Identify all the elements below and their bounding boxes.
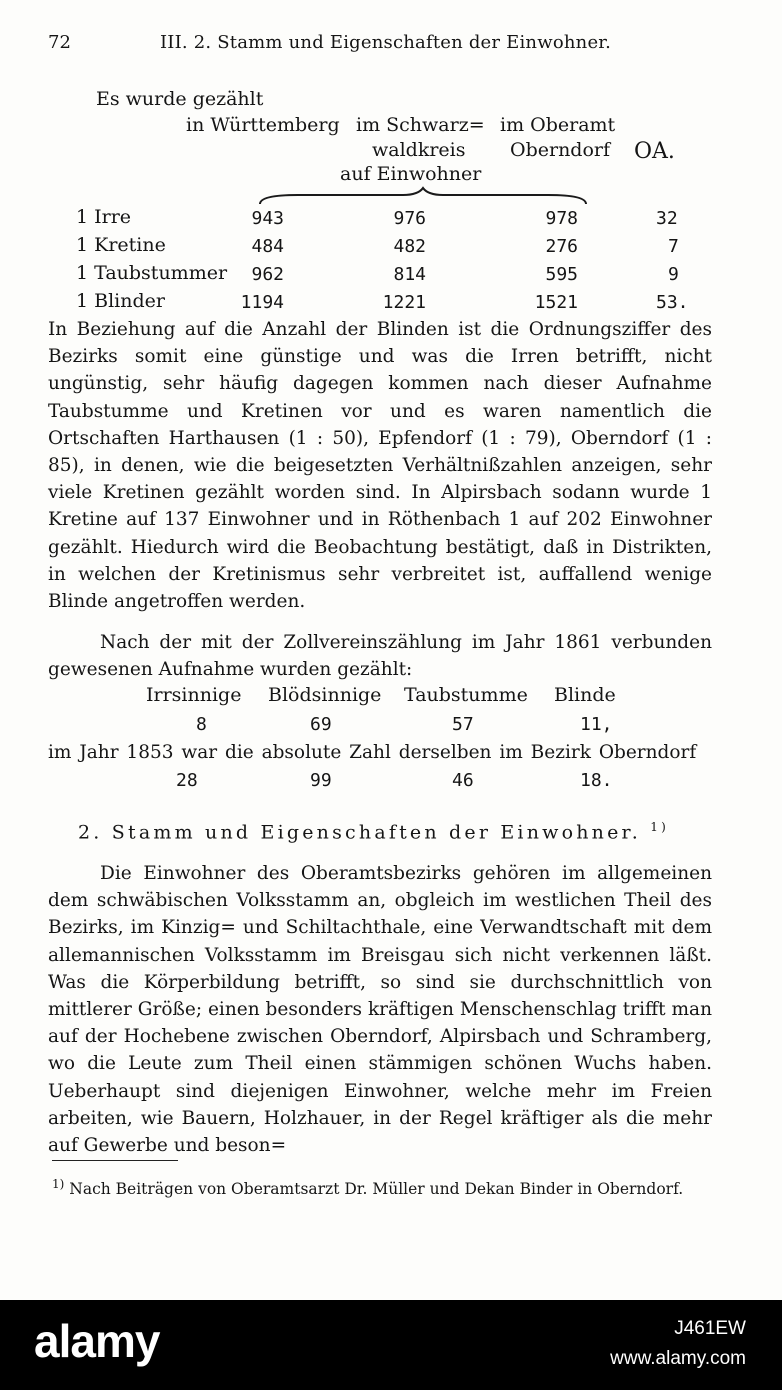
cell: 7 xyxy=(668,236,679,257)
col-header-oberamt-2: Oberndorf xyxy=(510,139,611,161)
cell: 943 xyxy=(251,208,284,229)
value-1853: 99 xyxy=(310,770,332,791)
cell: 484 xyxy=(251,236,284,257)
row-label: 1 Irre xyxy=(76,206,132,228)
cell: 962 xyxy=(251,264,284,285)
col-header-wuerttemberg: in Württemberg xyxy=(186,114,340,136)
col-header-oa: OA. xyxy=(634,139,675,164)
paragraph-text: Nach der mit der Zollvereinszählung im Jahr 1861 verbunden gewesenen Aufnahme wurden gezählt: xyxy=(48,632,712,681)
section-heading-text: 2. Stamm und Eigenschaften der Einwohner. xyxy=(78,821,641,844)
col-header-oberamt-1: im Oberamt xyxy=(500,114,616,136)
footnote-mark: 1) xyxy=(52,1177,65,1191)
col-header-schwarzwaldkreis-1: im Schwarz= xyxy=(356,114,485,136)
running-title: III. 2. Stamm und Eigenschaften der Einwohner. xyxy=(160,32,612,53)
value-1861: 69 xyxy=(310,714,332,735)
brace-label: auf Einwohner xyxy=(340,163,482,185)
section-heading xyxy=(78,820,669,843)
cell: 1221 xyxy=(382,292,426,313)
value-1853: 28 xyxy=(176,770,198,791)
table-intro: Es wurde gezählt xyxy=(96,88,264,110)
watermark-url: www.alamy.com xyxy=(610,1348,746,1369)
footnote-rule xyxy=(52,1160,178,1161)
paragraph-text: In Beziehung auf die Anzahl der Blinden ist die Ordnungsziffer des Bezirks somit eine günstige und was die Irren betrifft, nicht ungünstig, sehr häufig dagegen kommen nach dieser Aufnahme Taubstumme und Kretinen vor und es waren namentlich die Ortschaften Harthausen (1 : 50), Epfendorf (1 : 79), Oberndorf (1 : 85), in denen, wie die beigesetzten Verhältnißzahlen anzeigen, sehr viele Kretinen gezählt worden sind. In Alpirsbach sodann wurde 1 Kretine auf 137 Einwohner und in Röthenbach 1 auf 202 Einwohner gezählt. Hiedurch wird die Beobachtung bestätigt, daß in Distrikten, in welchen der Kretinismus sehr verbreitet ist, auffallend wenige Blinde angetroffen werden. xyxy=(48,319,712,613)
cell: 976 xyxy=(393,208,426,229)
cell: 9 xyxy=(668,264,679,285)
footnote xyxy=(52,1172,716,1201)
value-1853: 18. xyxy=(580,770,613,791)
cell: 53. xyxy=(656,292,689,313)
value-1853: 46 xyxy=(452,770,474,791)
paragraph-blinden xyxy=(48,316,712,615)
cell: 276 xyxy=(545,236,578,257)
cell: 814 xyxy=(393,264,426,285)
footnote-text: Nach Beiträgen von Oberamtsarzt Dr. Müller und Dekan Binder in Oberndorf. xyxy=(69,1180,684,1199)
value-1861: 57 xyxy=(452,714,474,735)
page-number: 72 xyxy=(48,32,71,53)
footnote-reference: 1) xyxy=(650,820,669,834)
value-1861: 8 xyxy=(196,714,207,735)
col-header-bloedsinnige: Blödsinnige xyxy=(268,684,382,706)
cell: 1194 xyxy=(240,292,284,313)
watermark-bar xyxy=(0,1300,782,1390)
col-header-irrsinnige: Irrsinnige xyxy=(146,684,242,706)
col-header-schwarzwaldkreis-2: waldkreis xyxy=(372,139,466,161)
col-header-taubstumme: Taubstumme xyxy=(404,684,528,706)
col-header-blinde: Blinde xyxy=(554,684,616,706)
cell: 32 xyxy=(656,208,678,229)
paragraph-einwohner xyxy=(48,860,712,1159)
row-label: 1 Blinder xyxy=(76,290,165,312)
curly-brace xyxy=(258,186,588,208)
row-label: 1 Kretine xyxy=(76,234,166,256)
row-label: 1 Taubstummer xyxy=(76,262,228,284)
cell: 978 xyxy=(545,208,578,229)
paragraph-text: Die Einwohner des Oberamtsbezirks gehören im allgemeinen dem schwäbischen Volksstamm an, obgleich im westlichen Theil des Bezirks, im Kinzig= und Schiltachthale, eine Verwandtschaft mit dem allemannischen Volksstamm im Breisgau sich nicht verkennen läßt. Was die Körperbildung betrifft, so sind sie durchschnittlich von mittlerer Größe; einen besonders kräftigen Menschenschlag trifft man auf der Hochebene zwischen Oberndorf, Alpirsbach und Schramberg, wo die Leute zum Theil einen stämmigen schönen Wuchs haben. Ueberhaupt sind diejenigen Einwohner, welche mehr im Freien arbeiten, wie Bauern, Holzhauer, in der Regel kräftiger als die mehr auf Gewerbe und beson= xyxy=(48,863,712,1157)
image-id: J461EW xyxy=(674,1318,746,1339)
cell: 1521 xyxy=(534,292,578,313)
paragraph-zollverein xyxy=(48,629,712,683)
cell: 595 xyxy=(545,264,578,285)
cell: 482 xyxy=(393,236,426,257)
alamy-logo: alamy xyxy=(34,1315,160,1367)
mid-line-1853: im Jahr 1853 war die absolute Zahl derselben im Bezirk Oberndorf xyxy=(48,742,697,763)
value-1861: 11, xyxy=(580,714,613,735)
